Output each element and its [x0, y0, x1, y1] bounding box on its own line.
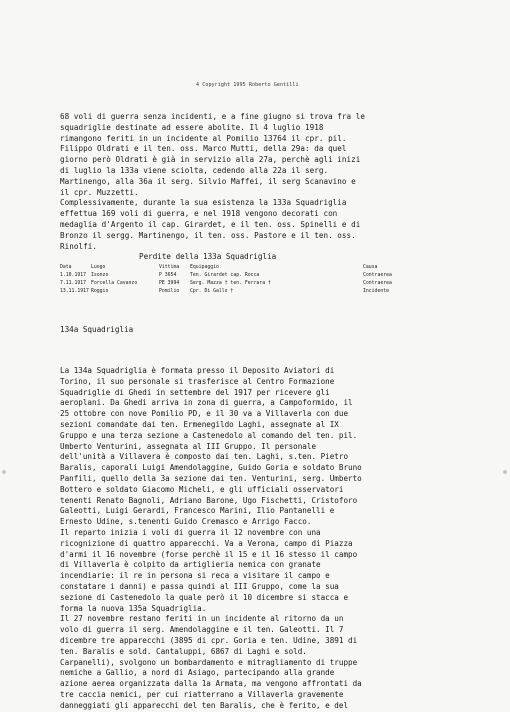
text-line: forma la nuova 135a Squadriglia.: [60, 603, 207, 613]
text-line: constatare i danni) e passa quindi al III Gruppo, come la sua: [60, 581, 339, 591]
text-line: ten. Baralis e sold. Cantaluppi, 6867 di Laghi e sold.: [60, 646, 307, 656]
text-line: Carpanelli), svolgono un bombardamento e mitragliamento di truppe: [60, 657, 358, 667]
text-line: 68 voli di guerra senza incidenti, e a fine giugno si trova fra le: [60, 112, 366, 121]
table-header-row: [60, 264, 480, 272]
table-cell: Ten. Girardet cap. Rocca: [190, 273, 260, 278]
column-header: Vittima: [159, 265, 180, 270]
table-cell: Roggio: [91, 289, 109, 294]
table-cell: 1.10.1917: [60, 273, 86, 278]
text-line: Complessivamente, durante la sua esistenza la 133a Squadriglia: [60, 198, 347, 208]
text-line: Baralis, caporali Luigi Amendolaggine, Guido Goria e soldato Bruno: [60, 463, 362, 473]
text-line: sezione di Castenedolo la quale però il 10 dicembre si stacca e: [60, 592, 349, 602]
column-header: Luogo: [91, 265, 106, 270]
table-row: [60, 280, 480, 288]
losses-table: [60, 264, 480, 296]
text-line: effettua 169 voli di guerra, e nel 1918 vengono decorati con: [60, 209, 338, 219]
text-line: di Villaverla è colpito da artiglieria nemica con granate: [60, 560, 321, 570]
text-line: Gruppo e una terza sezione a Castenedolo al comando del ten. pil.: [60, 430, 358, 440]
text-line: Rinolfi.: [60, 241, 97, 251]
text-line: danneggiati gli apparecchi del ten Baralis, che è ferito, e del: [60, 700, 349, 710]
table-cell: Cpr. Di Gallo †: [190, 289, 234, 294]
text-line: Martinengo, alla 36a il serg. Silvio Maffei, il serg Scanavino e: [60, 176, 356, 186]
text-line: Ernesto Udine, s.tenenti Guido Cremasco e Arrigo Facco.: [60, 517, 312, 527]
table-row: [60, 288, 480, 296]
text-line: dell'unità a Villavera è composto dai ten. Laghi, s.ten. Pietro: [60, 452, 349, 462]
text-line: incendiarie: il re in persona si reca a visitare il campo e: [60, 571, 330, 581]
text-line: tenenti Renato Bagnoli, Adriano Barone, Ugo Fischetti, Cristoforo: [60, 495, 358, 505]
text-line: rimangono feriti in un incidente al Pomilio 13764 il cpr. pil.: [60, 133, 347, 143]
text-line: Torino, il suo personale si trasferisce al Centro Formazione: [60, 376, 335, 386]
text-line: Bronzo il sergg. Martinengo, il ten. oss. Pastore e il ten. oss.: [60, 230, 356, 240]
column-header: Equipaggio: [190, 265, 219, 270]
page-header: 4 Copyright 1995 Roberto Gentilli: [196, 82, 299, 88]
section-heading: 134a Squadriglia: [60, 325, 134, 334]
table-cell: Isonzo: [91, 273, 109, 278]
losses-table-title: Perdite della 133a Squadriglia: [139, 252, 277, 261]
text-line: Bottero e soldato Giacomo Micheli, e gli ufficiali osservatori: [60, 484, 344, 494]
table-cell: 13.11.1917: [60, 289, 89, 294]
table-row: [60, 272, 480, 280]
table-cell: 7.11.1917: [60, 281, 86, 286]
text-line: squadriglie destinate ad essere abolite. Il 4 luglio 1918: [60, 122, 324, 132]
text-line: nemiche a Gallio, a nord di Asiago, partecipando alla grande: [60, 668, 335, 678]
column-header: Causa: [363, 265, 378, 270]
punch-hole-mark: [2, 470, 6, 474]
text-line: d'armi il 16 novembre (forse perchè il 15 e il 16 stesso il campo: [60, 549, 358, 559]
text-line: Il 27 novembre restano feriti in un incidente al ritorno da un: [60, 614, 344, 624]
text-line: Panfili, quello della 3a sezione dai ten. Venturini, serg. Umberto: [60, 473, 362, 483]
table-cell: Contraerea: [363, 281, 392, 286]
text-line: sezioni comandate dai ten. Ermenegildo Laghi, assegnate al IX: [60, 419, 339, 429]
intro-paragraph: [60, 112, 480, 252]
table-cell: Forcella Cavanzo: [91, 281, 138, 286]
table-cell: PE 3994: [159, 281, 180, 286]
table-cell: P 3654: [159, 273, 177, 278]
text-line: tre caccia nemici, per cui riatterrano a Villaverla gravemente: [60, 689, 344, 699]
text-line: aeroplani. Da Ghedi arriva in zona di guerra, a Campoformido, il: [60, 398, 353, 408]
text-line: volo di guerra il serg. Amendolaggine e il ten. Galeotti. Il 7: [60, 625, 344, 635]
text-line: ricognizione di quattro apparecchi. Va a Verona, campo di Piazza: [60, 538, 353, 548]
section-paragraph: [60, 366, 490, 712]
punch-hole-mark: [503, 470, 507, 474]
text-line: Galeotti, Luigi Gerardi, Francesco Marini, Ilio Pantanelli e: [60, 506, 335, 516]
text-line: Il reparto inizia i voli di guerra il 12 novembre con una: [60, 527, 321, 537]
text-line: giorno però Oldrati è già in servizio alla 27a, perchè agli inizi: [60, 155, 361, 165]
text-line: Squadriglie di Ghedi in settembre del 1917 per ricevere gli: [60, 387, 330, 397]
text-line: Umberto Venturini, assegnata al III Gruppo. Il personale: [60, 441, 317, 451]
text-line: azione aerea organizzata dalla 1a Armata, ma vengono affrontati da: [60, 679, 362, 689]
text-line: medaglia d'Argento il cap. Girardet, e il ten. oss. Spinelli e di: [60, 219, 361, 229]
text-line: di luglio la 133a viene sciolta, cedendo alla 22a il serg.: [60, 165, 329, 175]
table-cell: Incidente: [363, 289, 389, 294]
table-cell: Contraerea: [363, 273, 392, 278]
text-line: dicembre tre apparecchi (3895 di cpr. Goria e ten. Udine, 3891 di: [60, 635, 358, 645]
text-line: 25 ottobre con nove Pomilio PD, e il 30 va a Villaverla con due: [60, 409, 349, 419]
table-cell: Pomilio: [159, 289, 180, 294]
text-line: La 134a Squadriglia è formata presso il Deposito Aviatori di: [60, 366, 335, 375]
text-line: il cpr. Muzzetti.: [60, 187, 139, 197]
text-line: Filippo Oldrati e il ten. oss. Marco Mutti, della 29a: da quel: [60, 144, 347, 154]
column-header: Data: [60, 265, 72, 270]
table-cell: Serg. Mazza † ten. Ferrara †: [190, 281, 271, 286]
